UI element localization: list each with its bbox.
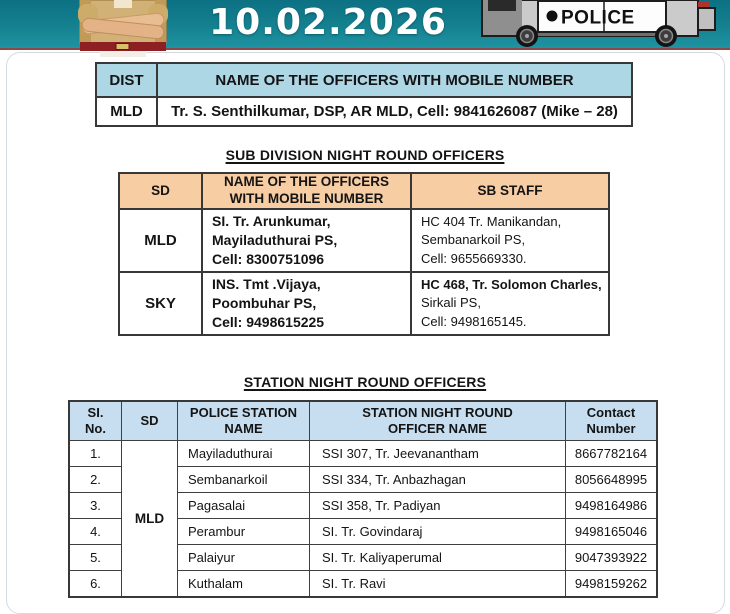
col-header-officer-name: STATION NIGHT ROUND OFFICER NAME <box>310 401 566 441</box>
officer-line: Cell: 9498615225 <box>212 313 325 330</box>
station-name-value: Mayiladuthurai <box>178 441 310 467</box>
col-header-dist: DIST <box>96 63 157 97</box>
officer-name-value: SI. Tr. Govindaraj <box>310 519 566 545</box>
dist-value: MLD <box>96 97 157 126</box>
sb-line: Sirkali PS, <box>421 295 481 311</box>
col-header-officer-name: NAME OF THE OFFICERS WITH MOBILE NUMBER <box>202 173 411 209</box>
officer-line: SI. Tr. Arunkumar, <box>212 213 331 230</box>
contact-number-value: 9047393922 <box>566 545 658 571</box>
si-no-value: 2. <box>69 467 122 493</box>
col-header-station-name: POLICE STATION NAME <box>178 401 310 441</box>
officer-name-value: SSI 358, Tr. Padiyan <box>310 493 566 519</box>
col-header-officer-name: NAME OF THE OFFICERS WITH MOBILE NUMBER <box>157 63 632 97</box>
sub-division-section-title: SUB DIVISION NIGHT ROUND OFFICERS <box>225 147 505 163</box>
sd-value: SKY <box>119 272 202 335</box>
police-jeep-icon <box>480 0 717 47</box>
officer-name-value: SSI 307, Tr. Jeevanantham <box>310 441 566 467</box>
contact-number-value: 8667782164 <box>566 441 658 467</box>
officer-name-value: SSI 334, Tr. Anbazhagan <box>310 467 566 493</box>
col-header-contact: Contact Number <box>566 401 658 441</box>
table-row <box>119 272 609 335</box>
col-header-sb-staff: SB STAFF <box>411 173 609 209</box>
contact-number-value: 9498164986 <box>566 493 658 519</box>
police-jeep-illustration <box>480 0 717 52</box>
contact-number-value: 9498165046 <box>566 519 658 545</box>
table-header-row <box>96 63 632 97</box>
police-badge-dot-icon <box>547 11 558 22</box>
station-name-value: Sembanarkoil <box>178 467 310 493</box>
sub-division-table <box>118 172 610 336</box>
police-officer-illustration <box>64 0 182 62</box>
sb-line: Cell: 9655669330. <box>421 250 527 266</box>
officer-name-value: SI. Tr. Kaliyaperumal <box>310 545 566 571</box>
officer-line: Poombuhar PS, <box>212 295 317 312</box>
si-no-value: 3. <box>69 493 122 519</box>
table-header-row <box>119 173 609 209</box>
sb-line: Sembanarkoil PS, <box>421 232 526 248</box>
district-officer-table <box>95 62 633 127</box>
sb-staff-value <box>411 272 609 335</box>
district-officer-value: Tr. S. Senthilkumar, DSP, AR MLD, Cell: 9841626087 (Mike – 28) <box>157 97 632 126</box>
sb-line: HC 404 Tr. Manikandan, <box>421 214 562 230</box>
station-name-value: Palaiyur <box>178 545 310 571</box>
jeep-police-text: POLICE <box>561 7 635 29</box>
sd-value: MLD <box>119 209 202 272</box>
police-officer-icon <box>64 0 182 57</box>
sb-line: HC 468, Tr. Solomon Charles, <box>421 277 602 293</box>
station-name-value: Perambur <box>178 519 310 545</box>
station-section-title: STATION NIGHT ROUND OFFICERS <box>243 374 487 390</box>
sd-group-value: MLD <box>122 441 178 598</box>
sb-line: Cell: 9498165145. <box>421 313 527 329</box>
contact-number-value: 8056648995 <box>566 467 658 493</box>
si-no-value: 1. <box>69 441 122 467</box>
station-name-value: Kuthalam <box>178 571 310 598</box>
officer-line: Mayiladuthurai PS, <box>212 232 338 249</box>
date-heading: 10.02.2026 <box>209 2 447 43</box>
si-no-value: 5. <box>69 545 122 571</box>
station-night-round-table <box>68 400 658 598</box>
officer-line: INS. Tmt .Vijaya, <box>212 276 321 293</box>
officer-value <box>202 209 411 272</box>
sb-staff-value <box>411 209 609 272</box>
col-header-si-no: SI. No. <box>69 401 122 441</box>
contact-number-value: 9498159262 <box>566 571 658 598</box>
table-row <box>119 209 609 272</box>
si-no-value: 4. <box>69 519 122 545</box>
officer-value <box>202 272 411 335</box>
officer-name-value: SI. Tr. Ravi <box>310 571 566 598</box>
station-name-value: Pagasalai <box>178 493 310 519</box>
officer-line: Cell: 8300751096 <box>212 250 325 267</box>
table-row <box>96 97 632 126</box>
col-header-sd: SD <box>119 173 202 209</box>
table-row <box>69 441 657 467</box>
si-no-value: 6. <box>69 571 122 598</box>
table-header-row <box>69 401 657 441</box>
col-header-sd: SD <box>122 401 178 441</box>
